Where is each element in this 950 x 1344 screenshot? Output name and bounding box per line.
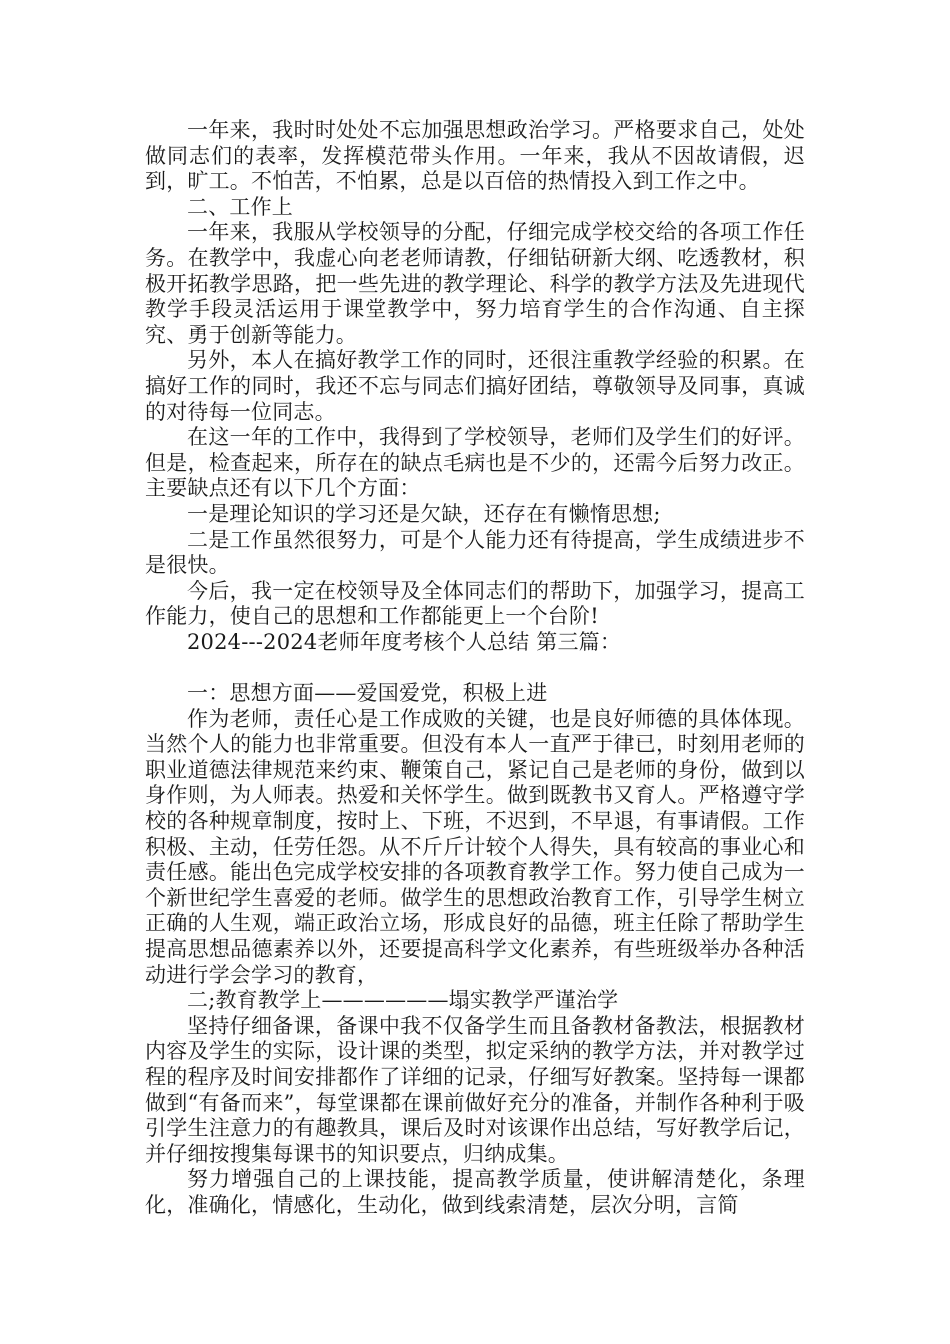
paragraph-shortcoming-two: 二是工作虽然很努力，可是个人能力还有待提高，学生成绩进步不是很快。: [145, 527, 805, 578]
document-body: [145, 118, 805, 1219]
section-heading-work: 二、工作上: [187, 194, 293, 219]
blank-line: [145, 655, 805, 681]
paragraph-work-tasks: 一年来，我服从学校领导的分配，仔细完成学校交给的各项工作任务。在教学中，我虚心向老老师请教，仔细钻研新大纲、吃透教材，积极开拓教学思路，把一些先进的教学理论、科学的教学方法及先进现代教学手段灵活运用于课堂教学中，努力培育学生的合作沟通、自主探究、勇于创新等能力。: [145, 220, 805, 347]
paragraph-experience: 另外，本人在搞好教学工作的同时，还很注重教学经验的积累。在搞好工作的同时，我还不忘与同志们搞好团结，尊敬领导及同事，真诚的对待每一位同志。: [145, 348, 805, 424]
section-heading-teaching: 二;教育教学上——————塌实教学严谨治学: [187, 988, 619, 1013]
paragraph-teaching-skills: 努力增强自己的上课技能，提高教学质量，使讲解清楚化，条理化，准确化，情感化，生动化，做到线索清楚，层次分明，言简: [145, 1167, 805, 1217]
paragraph-shortcoming-one: 一是理论知识的学习还是欠缺，还存在有懒惰思想;: [187, 501, 661, 526]
paragraph-responsibility: 作为老师，责任心是工作成败的关键，也是良好师德的具体体现。当然个人的能力也非常重要。但没有本人一直严于律已，时刻用老师的职业道德法律规范来约束、鞭策自己，紧记自己是老师的身份，做到以身作则，为人师表。热爱和关怀学生。做到既教书又育人。严格遵守学校的各种规章制度，按时上、下班，不迟到，不早退，有事请假。工作积极、主动，任劳任怨。从不斤斤计较个人得失，具有较高的事业心和责任感。能出色完成学校安排的各项教育教学工作。努力使自己成为一个新世纪学生喜爱的老师。做学生的思想政治教育工作，引导学生树立正确的人生观，端正政治立场，形成良好的品德，班主任除了帮助学生提高思想品德素养以外，还要提高科学文化素养，有些班级举办各种活动进行学会学习的教育，: [145, 706, 805, 987]
paragraph-lesson-prep: 坚持仔细备课，备课中我不仅备学生而且备教材备教法，根据教材内容及学生的实际，设计课的类型，拟定采纳的教学方法，并对教学过程的程序及时间安排都作了详细的记录，仔细写好教案。坚持每一课都做到“有备而来”，每堂课都在课前做好充分的准备，并制作各种利于吸引学生注意力的有趣教具，课后及时对该课作出总结，写好教学后记，并仔细按搜集每课书的知识要点，归纳成集。: [145, 1013, 805, 1166]
paragraph-political-study: 一年来，我时时处处不忘加强思想政治学习。严格要求自己，处处做同志们的表率，发挥模范带头作用。一年来，我从不因故请假，迟到，旷工。不怕苦，不怕累，总是以百倍的热情投入到工作之中。: [145, 118, 805, 194]
section-heading-ideology: 一：思想方面——爱国爱党，积极上进: [187, 681, 548, 706]
article-title-part-three: 2024---2024老师年度考核个人总结 第三篇：: [187, 629, 622, 654]
paragraph-future-plan: 今后，我一定在校领导及全体同志们的帮助下，加强学习，提高工作能力，使自己的思想和工作都能更上一个台阶!: [145, 578, 805, 629]
paragraph-shortcomings-intro: 在这一年的工作中，我得到了学校领导，老师们及学生们的好评。但是，检查起来，所存在的缺点毛病也是不少的，还需今后努力改正。主要缺点还有以下几个方面：: [145, 425, 805, 501]
